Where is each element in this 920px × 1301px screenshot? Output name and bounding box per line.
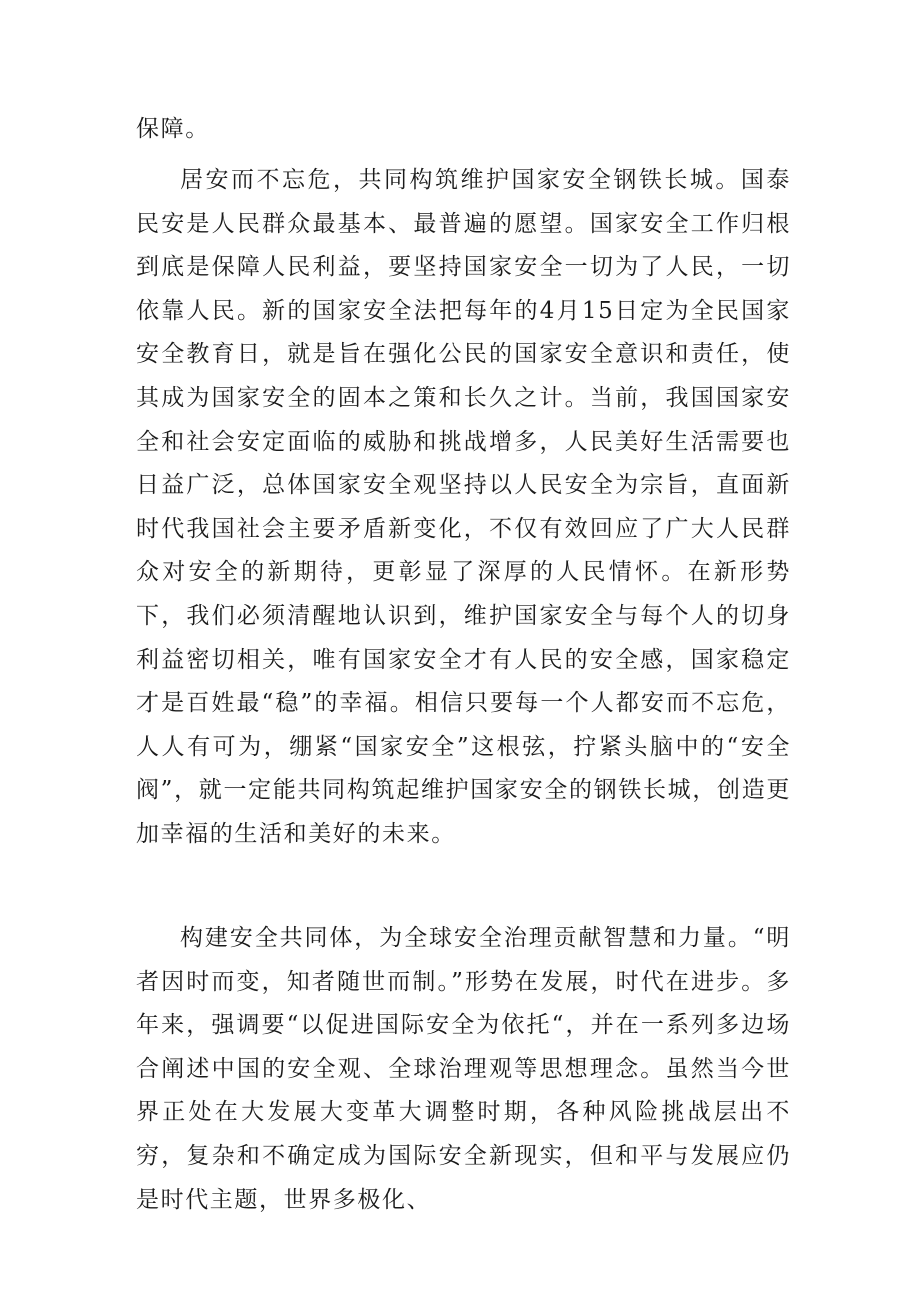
continuation-fragment: 保障。 <box>136 116 210 142</box>
paragraph-national-security-wall: 居安而不忘危，共同构筑维护国家安全钢铁长城。国泰民安是人民群众最基本、最普遍的愿望。国家安全工作归根到底是保障人民利益，要坚持国家安全一切为了人民，一切依靠人民。新的国家安全法把每年的4月15日定为全民国家安全教育日，就是旨在强化公民的国家安全意识和责任，使其成为国家安全的固本之策和长久之计。当前，我国国家安全和社会安定面临的威胁和挑战增多，人民美好生活需要也日益广泛，总体国家安全观坚持以人民安全为宗旨，直面新时代我国社会主要矛盾新变化，不仅有效回应了广大人民群众对安全的新期待，更彰显了深厚的人民情怀。在新形势下，我们必须清醒地认识到，维护国家安全与每个人的切身利益密切相关，唯有国家安全才有人民的安全感，国家稳定才是百姓最“稳”的幸福。相信只要每一个人都安而不忘危，人人有可为，绷紧“国家安全”这根弦，拧紧头脑中的“安全阀”，就一定能共同构筑起维护国家安全的钢铁长城，创造更加幸福的生活和美好的未来。 <box>136 167 791 847</box>
paragraph-security-community: 构建安全共同体，为全球安全治理贡献智慧和力量。“明者因时而变，知者随世而制。”形势在发展，时代在进步。多年来，强调要“以促进国际安全为依托“，并在一系列多边场合阐述中国的安全观、全球治理观等思想理念。虽然当今世界正处在大发展大变革大调整时期，各种风险挑战层出不穷，复杂和不确定成为国际安全新现实，但和平与发展应仍是时代主题，世界多极化、 <box>136 925 791 1213</box>
